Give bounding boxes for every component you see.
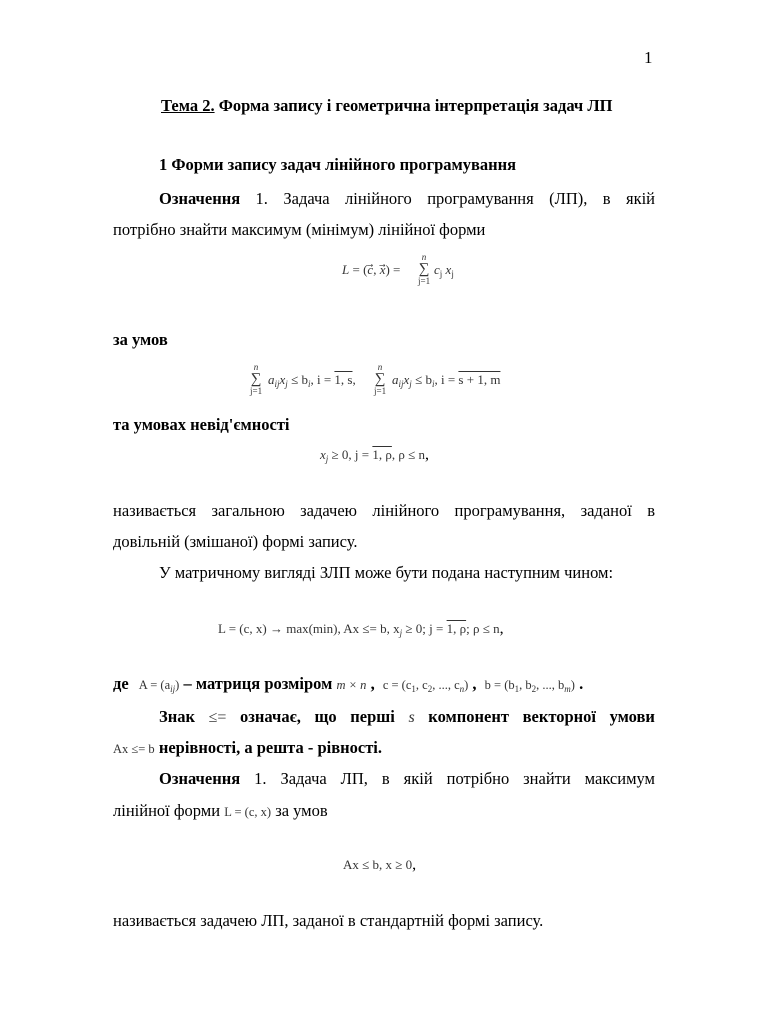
def1-line2: потрібно знайти максимум (мінімум) лінійної форми <box>113 220 486 239</box>
summation-symbol-2: n ∑ j=1 <box>374 362 387 396</box>
def2-line2: лінійної форми L = (c, x) за умов <box>113 801 328 820</box>
standard-def: називається задачею ЛП, заданої в стандартній формі запису. <box>113 911 544 930</box>
def1-term: Означення <box>159 189 241 208</box>
summation-symbol: n ∑ j=1 <box>418 252 431 286</box>
nonneg-intro: та умовах невід'ємності <box>113 415 290 434</box>
matrix-intro: У матричному вигляді ЗЛП може бути подана наступним чином: <box>159 563 614 582</box>
general-def-line1: називається загальною задачею лінійного програмування, заданої в <box>113 501 655 520</box>
where-line: де $A = (a_{ij})$ – матриця розміром m × n , $c = (c_1$, $c_2$, ..., $c_n$) , $b = (b_1$, $b_2$, ..., $b_m$) . <box>113 674 584 694</box>
section-heading: 1 Форми запису задач лінійного програмування <box>159 155 517 174</box>
def1-rest: 1. Задача лінійного програмування (ЛП), в якій <box>240 189 655 208</box>
def2-line1: Означення 1. Задача ЛП, в якій потрібно знайти максимум <box>159 769 655 788</box>
formula-matrix-form: L = (c, x) → max(min), Ax ≤= b, $x_j \ge 0$; j = 1, ρ; ρ ≤ n, <box>218 620 504 638</box>
sign-line: Знак ≤= означає, що перші s компонент векторної умови <box>159 707 655 726</box>
sign-line-2: Ax ≤= b нерівності, а решта - рівності. <box>113 738 383 757</box>
formula-constraints: n ∑ j=1 $a_{ij}x_j \le b_i$, i = 1, s, n ∑ j=1 $a_{ij}x_j \le b_i$, i = s + 1, m <box>250 362 501 396</box>
topic-label: Тема 2. <box>161 96 215 115</box>
formula-nonnegativity: $x_j \ge 0$, j = 1, ρ, ρ ≤ n, <box>320 446 429 464</box>
topic-title: Форма запису і геометрична інтерпретація задач ЛП <box>214 96 613 115</box>
summation-symbol-1: n ∑ j=1 <box>250 362 263 396</box>
topic-heading <box>161 96 612 116</box>
page-number: 1 <box>644 48 653 67</box>
def1-line1 <box>159 189 655 209</box>
def2-term: Означення <box>159 769 241 788</box>
general-def-line2: довільній (змішаної) формі запису. <box>113 532 358 551</box>
under-conditions: за умов <box>113 330 168 349</box>
formula-standard-constraints: Ax ≤ b, x ≥ 0, <box>343 856 417 873</box>
document-page: 1 Тема 2. Форма запису і геометрична інтерпретація задач ЛП 1 Форми запису задач лінійного програмування Означення 1. Задача лінійного програмування (ЛП), в якій потрібно знайти максимум (мінімум) лінійної форми L = (c⃗, x⃗) = n ∑ j=1 $c_j$ $x_j$ за умов n ∑ j=1 $a_{ij}x_j \le b_i$, i = 1, s, n ∑ j=1 $a_{ij}x_j \le b_i$, i = s + 1, m та умовах невід'ємності $x_j \ge 0$, j = 1, ρ, ρ ≤ n, називається загальною задачею лінійного програмування, заданої в довільній (змішаної) формі запису. У матричному вигляді ЗЛП може бути подана наступним чином: L = (c, x) → max(min), Ax ≤= b, $x_j \ge 0$; j = 1, ρ; ρ ≤ n, де $A = (a_{ij})$ – матриця розміром m × n , $c = (c_1$, $c_2$, ..., $c_n$) , $b = (b_1$, $b_2$, ..., $b_m$) . Знак ≤= означає, що перші s компонент векторної умови Ax ≤= b нерівності, а решта - рівності. Означення 1. Задача ЛП, в якій потрібно знайти максимум лінійної форми L = (c, x) за умов Ax ≤ b, x ≥ 0, називається задачею ЛП, заданої в стандартній формі запису. <box>113 48 655 930</box>
